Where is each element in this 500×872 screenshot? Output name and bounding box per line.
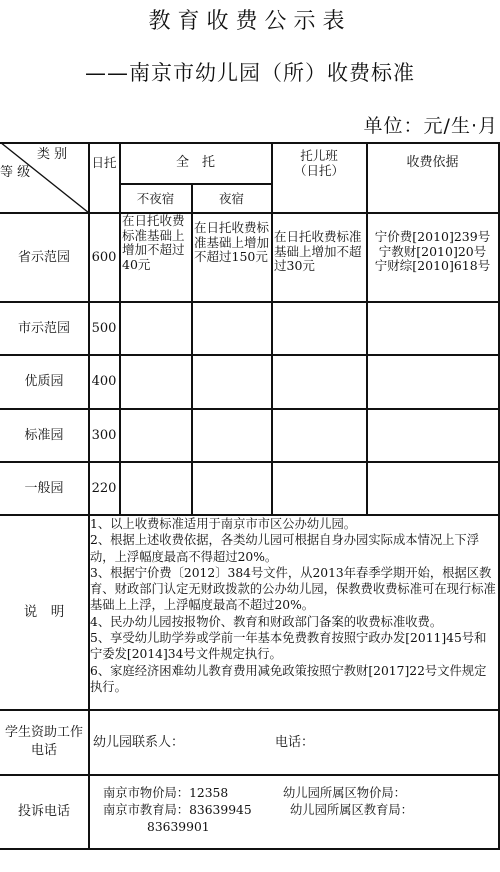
complaint-phone-label: 投诉电话 — [17, 804, 70, 819]
grade-cell: 市示范园 — [17, 320, 70, 336]
note-item: 5、享受幼儿助学券或学前一年基本免费教育按照宁政办发[2011]45号和宁委发[2014]34号文件规定执行。 — [90, 631, 487, 662]
aid-label-line1: 学生资助工作 — [4, 725, 83, 740]
header-day-care: 日托 — [91, 155, 117, 170]
basis-cell — [367, 230, 498, 274]
nursery-fee-cell: 在日托收费标准基础上增加不超过30元 — [274, 229, 362, 273]
unit-label: 单位：元/生·月 — [363, 115, 498, 137]
basis-doc: 宁教财[2010]20号 — [378, 243, 487, 259]
header-category: 类 别 — [37, 147, 68, 162]
aid-contact-label: 幼儿园联系人： — [93, 735, 185, 750]
page-subtitle: ——南京市幼儿园（所）收费标准 — [85, 61, 415, 85]
grade-cell: 省示范园 — [17, 249, 70, 265]
grade-cell: 优质园 — [24, 374, 64, 389]
aid-phone-label — [0, 710, 88, 774]
night-fee-cell: 在日托收费标准基础上增加不超过150元 — [194, 220, 270, 264]
header-no-night: 不夜宿 — [136, 190, 175, 206]
table-right-border — [498, 142, 500, 848]
grade-cell: 一般园 — [24, 480, 64, 496]
header-grade: 等 级 — [0, 165, 31, 180]
header-basis: 收费依据 — [406, 155, 459, 170]
no-night-fee-cell: 在日托收费标准基础上增加不超过40元 — [122, 213, 185, 272]
page-title: 教育收费公示表 — [148, 9, 352, 34]
note-item: 6、家庭经济困难幼儿教育费用减免政策按照宁教财[2017]22号文件规定执行。 — [90, 663, 487, 694]
note-item: 3、根据宁价费〔2012〕384号文件，从2013年春季学期开始，根据区教育、财政部门认定无财政拨款的公办幼儿园，保教费收费标准可在现行标准基础上上浮，上浮幅度最高不超过20%。 — [90, 565, 496, 613]
table-bottom-border — [0, 848, 500, 850]
district-price-bureau: 幼儿园所属区物价局： — [283, 786, 406, 800]
header-nursery-line1: 托儿班 — [300, 147, 338, 163]
day-fee-cell: 600 — [91, 249, 117, 265]
note-item: 1、以上收费标准适用于南京市市区公办幼儿园。 — [90, 517, 357, 531]
day-fee-cell: 220 — [91, 480, 117, 496]
grade-cell: 标准园 — [24, 427, 64, 443]
nursery-column-border — [271, 142, 273, 514]
edu-bureau-phone-2: 83639901 — [147, 820, 210, 834]
basis-column-border — [366, 142, 368, 514]
aid-label-line2: 电话 — [30, 743, 57, 758]
notes-label: 说 明 — [23, 603, 65, 620]
price-bureau-phone: 南京市物价局：12358 — [103, 786, 229, 800]
basis-doc: 宁价费[2010]239号 — [374, 229, 491, 244]
header-nursery-line2: （日托） — [293, 162, 344, 178]
night-column-border — [191, 183, 193, 514]
day-fee-cell: 400 — [91, 374, 117, 389]
header-full-care: 全 托 — [175, 155, 215, 170]
note-item: 2、根据上述收费依据，各类幼儿园可根据自身办园实际成本情况上下浮动，上浮幅度最高不得超过20%。 — [90, 533, 480, 564]
aid-phone-field: 电话： — [275, 735, 315, 750]
notes-list — [90, 516, 496, 695]
edu-bureau-phone: 南京市教育局：83639945 — [103, 803, 252, 817]
note-item: 4、民办幼儿园按报物价、教育和财政部门备案的收费标准收费。 — [90, 614, 443, 629]
header-nursery — [272, 142, 366, 183]
day-fee-cell: 500 — [91, 320, 117, 336]
basis-doc: 宁财综[2010]618号 — [374, 258, 491, 273]
day-fee-cell: 300 — [91, 427, 117, 443]
header-night: 夜宿 — [218, 190, 244, 206]
district-edu-bureau: 幼儿园所属区教育局： — [290, 803, 413, 817]
